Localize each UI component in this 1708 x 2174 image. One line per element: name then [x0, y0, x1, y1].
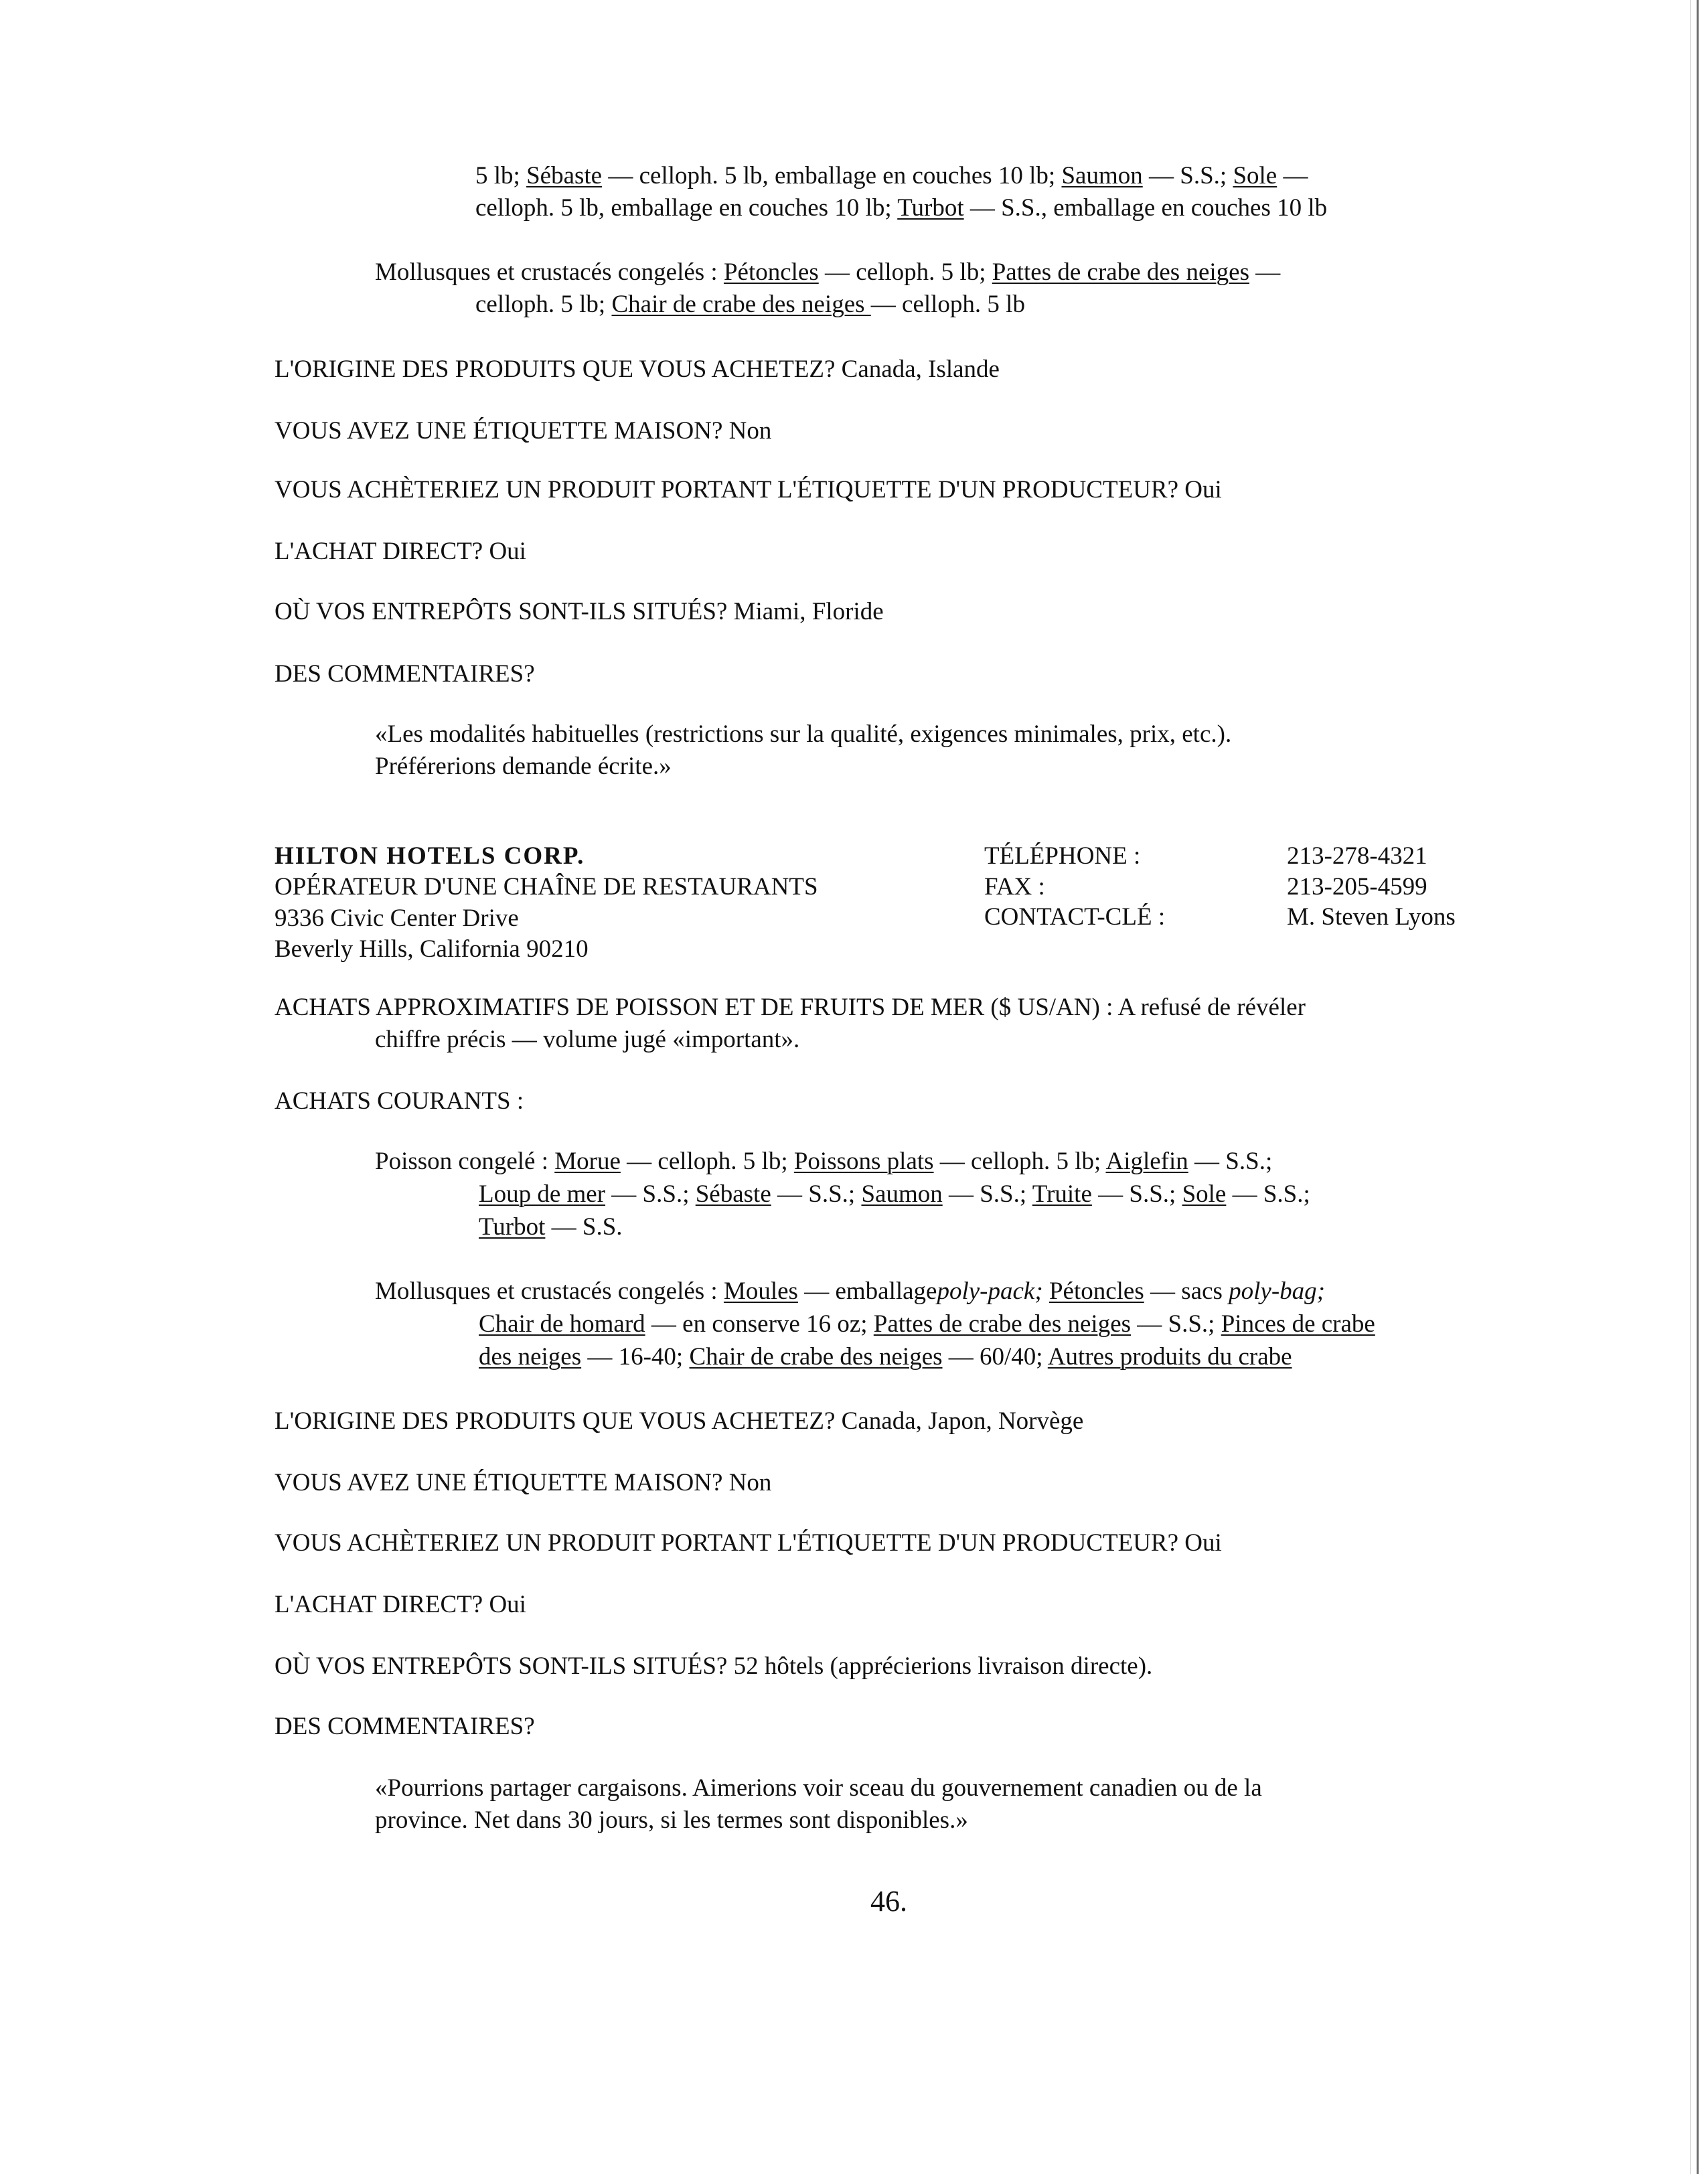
mollusques-line-1 — [375, 1275, 1325, 1308]
species-link: Morue — [554, 1148, 621, 1175]
achats-approx-line-2: chiffre précis — volume jugé «important». — [375, 1026, 800, 1053]
company-name: HILTON HOTELS CORP. — [275, 842, 585, 870]
species-link: Pattes de crabe des neiges — [873, 1310, 1132, 1338]
telephone-label: TÉLÉPHONE : — [984, 842, 1141, 870]
text: — celloph. 5 lb; — [620, 1148, 794, 1175]
text: — — [1277, 162, 1308, 189]
question-origin: L'ORIGINE DES PRODUITS QUE VOUS ACHETEZ? Canada, Japon, Norvège — [275, 1407, 1084, 1435]
species-link: Sole — [1233, 162, 1277, 189]
question-warehouses: OÙ VOS ENTREPÔTS SONT-ILS SITUÉS? 52 hôtels (apprécierions livraison directe). — [275, 1652, 1153, 1680]
text: — S.S.; — [1131, 1310, 1221, 1338]
company-address-2: Beverly Hills, California 90210 — [275, 935, 589, 963]
poisson-line-1 — [375, 1145, 1272, 1178]
comment-line-1: «Pourrions partager cargaisons. Aimerions voir sceau du gouvernement canadien ou de la — [375, 1774, 1262, 1802]
species-link: Truite — [1032, 1180, 1092, 1208]
species-link: Sébaste — [695, 1180, 771, 1208]
species-link: des neiges — [479, 1343, 582, 1371]
species-link: Turbot — [897, 194, 964, 222]
text: — S.S.; — [771, 1180, 862, 1208]
species-link: Saumon — [1061, 162, 1143, 189]
question-producer-label: VOUS ACHÈTERIEZ UN PRODUIT PORTANT L'ÉTIQUETTE D'UN PRODUCTEUR? Oui — [275, 476, 1222, 503]
text: celloph. 5 lb, emballage en couches 10 lb; — [475, 194, 898, 222]
species-link: Sébaste — [526, 162, 603, 189]
continuation-line-1 — [475, 159, 1308, 193]
mollusques-line-3 — [479, 1340, 1292, 1374]
text: — — [1249, 258, 1281, 286]
packaging-term: poly-pack; — [937, 1277, 1043, 1305]
species-link: Chair de homard — [479, 1310, 645, 1338]
scan-edge-faint — [1690, 0, 1691, 2174]
question-origin: L'ORIGINE DES PRODUITS QUE VOUS ACHETEZ? Canada, Islande — [275, 356, 1000, 383]
species-link: Poissons plats — [793, 1148, 934, 1175]
contact-label: CONTACT-CLÉ : — [984, 903, 1166, 931]
text — [1043, 1277, 1049, 1305]
telephone-value: 213-278-4321 — [1287, 842, 1427, 870]
species-link: Autres produits du crabe — [1047, 1343, 1292, 1371]
question-label: VOUS AVEZ UNE ÉTIQUETTE MAISON? Non — [275, 417, 772, 445]
fax-label: FAX : — [984, 873, 1045, 901]
question-warehouses: OÙ VOS ENTREPÔTS SONT-ILS SITUÉS? Miami, Floride — [275, 598, 884, 625]
species-link: Pattes de crabe des neiges — [992, 258, 1249, 286]
species-link: Loup de mer — [479, 1180, 606, 1208]
page-number: 46. — [870, 1885, 907, 1918]
question-direct: L'ACHAT DIRECT? Oui — [275, 1591, 526, 1618]
species-link: Saumon — [861, 1180, 943, 1208]
text: — S.S., emballage en couches 10 lb — [963, 194, 1328, 222]
achats-courants: ACHATS COURANTS : — [275, 1087, 524, 1115]
poisson-line-3 — [479, 1211, 623, 1244]
continuation-line-4 — [475, 288, 1025, 321]
species-link: Pétoncles — [1049, 1277, 1144, 1305]
continuation-line-3 — [375, 256, 1280, 289]
text: — 16-40; — [581, 1343, 690, 1371]
text: — S.S.; — [605, 1180, 696, 1208]
species-link: Moules — [723, 1277, 798, 1305]
company-address-1: 9336 Civic Center Drive — [275, 905, 519, 932]
question-comments: DES COMMENTAIRES? — [275, 660, 535, 688]
comment-line-1: «Les modalités habituelles (restrictions sur la qualité, exigences minimales, prix, etc.). — [375, 720, 1232, 748]
question-producer-label: VOUS ACHÈTERIEZ UN PRODUIT PORTANT L'ÉTIQUETTE D'UN PRODUCTEUR? Oui — [275, 1529, 1222, 1557]
text: — emballage — [797, 1277, 937, 1305]
text: Mollusques et crustacés congelés : — [375, 258, 724, 286]
species-link: Turbot — [479, 1213, 546, 1241]
poisson-line-2 — [479, 1178, 1310, 1211]
scan-edge — [1697, 0, 1699, 2174]
question-direct: L'ACHAT DIRECT? Oui — [275, 538, 526, 565]
species-link: Aiglefin — [1105, 1148, 1188, 1175]
species-link: Chair de crabe des neiges — [611, 291, 871, 318]
text: Mollusques et crustacés congelés : — [375, 1277, 724, 1305]
comment-line-2: province. Net dans 30 jours, si les termes sont disponibles.» — [375, 1806, 968, 1834]
text: — S.S. — [545, 1213, 623, 1241]
text: — celloph. 5 lb; — [933, 1148, 1106, 1175]
text: — S.S.; — [1226, 1180, 1310, 1208]
packaging-term: poly-bag; — [1229, 1277, 1326, 1305]
company-type: OPÉRATEUR D'UNE CHAÎNE DE RESTAURANTS — [275, 873, 818, 901]
text: celloph. 5 lb; — [475, 291, 612, 318]
text: — S.S.; — [942, 1180, 1032, 1208]
text: — celloph. 5 lb; — [818, 258, 992, 286]
text: — S.S.; — [1091, 1180, 1182, 1208]
text: — S.S.; — [1188, 1148, 1273, 1175]
comment-line-2: Préférerions demande écrite.» — [375, 753, 672, 780]
question-comments: DES COMMENTAIRES? — [275, 1713, 535, 1740]
achats-approx-line-1: ACHATS APPROXIMATIFS DE POISSON ET DE FRUITS DE MER ($ US/AN) : A refusé de révéler — [275, 994, 1306, 1021]
species-link: Sole — [1182, 1180, 1227, 1208]
text: — 60/40; — [942, 1343, 1048, 1371]
text: — celloph. 5 lb — [870, 291, 1025, 318]
text: — S.S.; — [1142, 162, 1233, 189]
text: — sacs — [1144, 1277, 1229, 1305]
mollusques-line-2 — [479, 1308, 1375, 1341]
species-link: Pétoncles — [723, 258, 819, 286]
continuation-line-2 — [475, 191, 1327, 225]
fax-value: 213-205-4599 — [1287, 873, 1427, 901]
contact-value: M. Steven Lyons — [1287, 903, 1456, 931]
text: — en conserve 16 oz; — [645, 1310, 874, 1338]
text: — celloph. 5 lb, emballage en couches 10 lb; — [602, 162, 1062, 189]
question-label: VOUS AVEZ UNE ÉTIQUETTE MAISON? Non — [275, 1469, 772, 1496]
species-link: Chair de crabe des neiges — [689, 1343, 943, 1371]
text: 5 lb; — [475, 162, 527, 189]
text: Poisson congelé : — [375, 1148, 555, 1175]
species-link: Pinces de crabe — [1221, 1310, 1375, 1338]
